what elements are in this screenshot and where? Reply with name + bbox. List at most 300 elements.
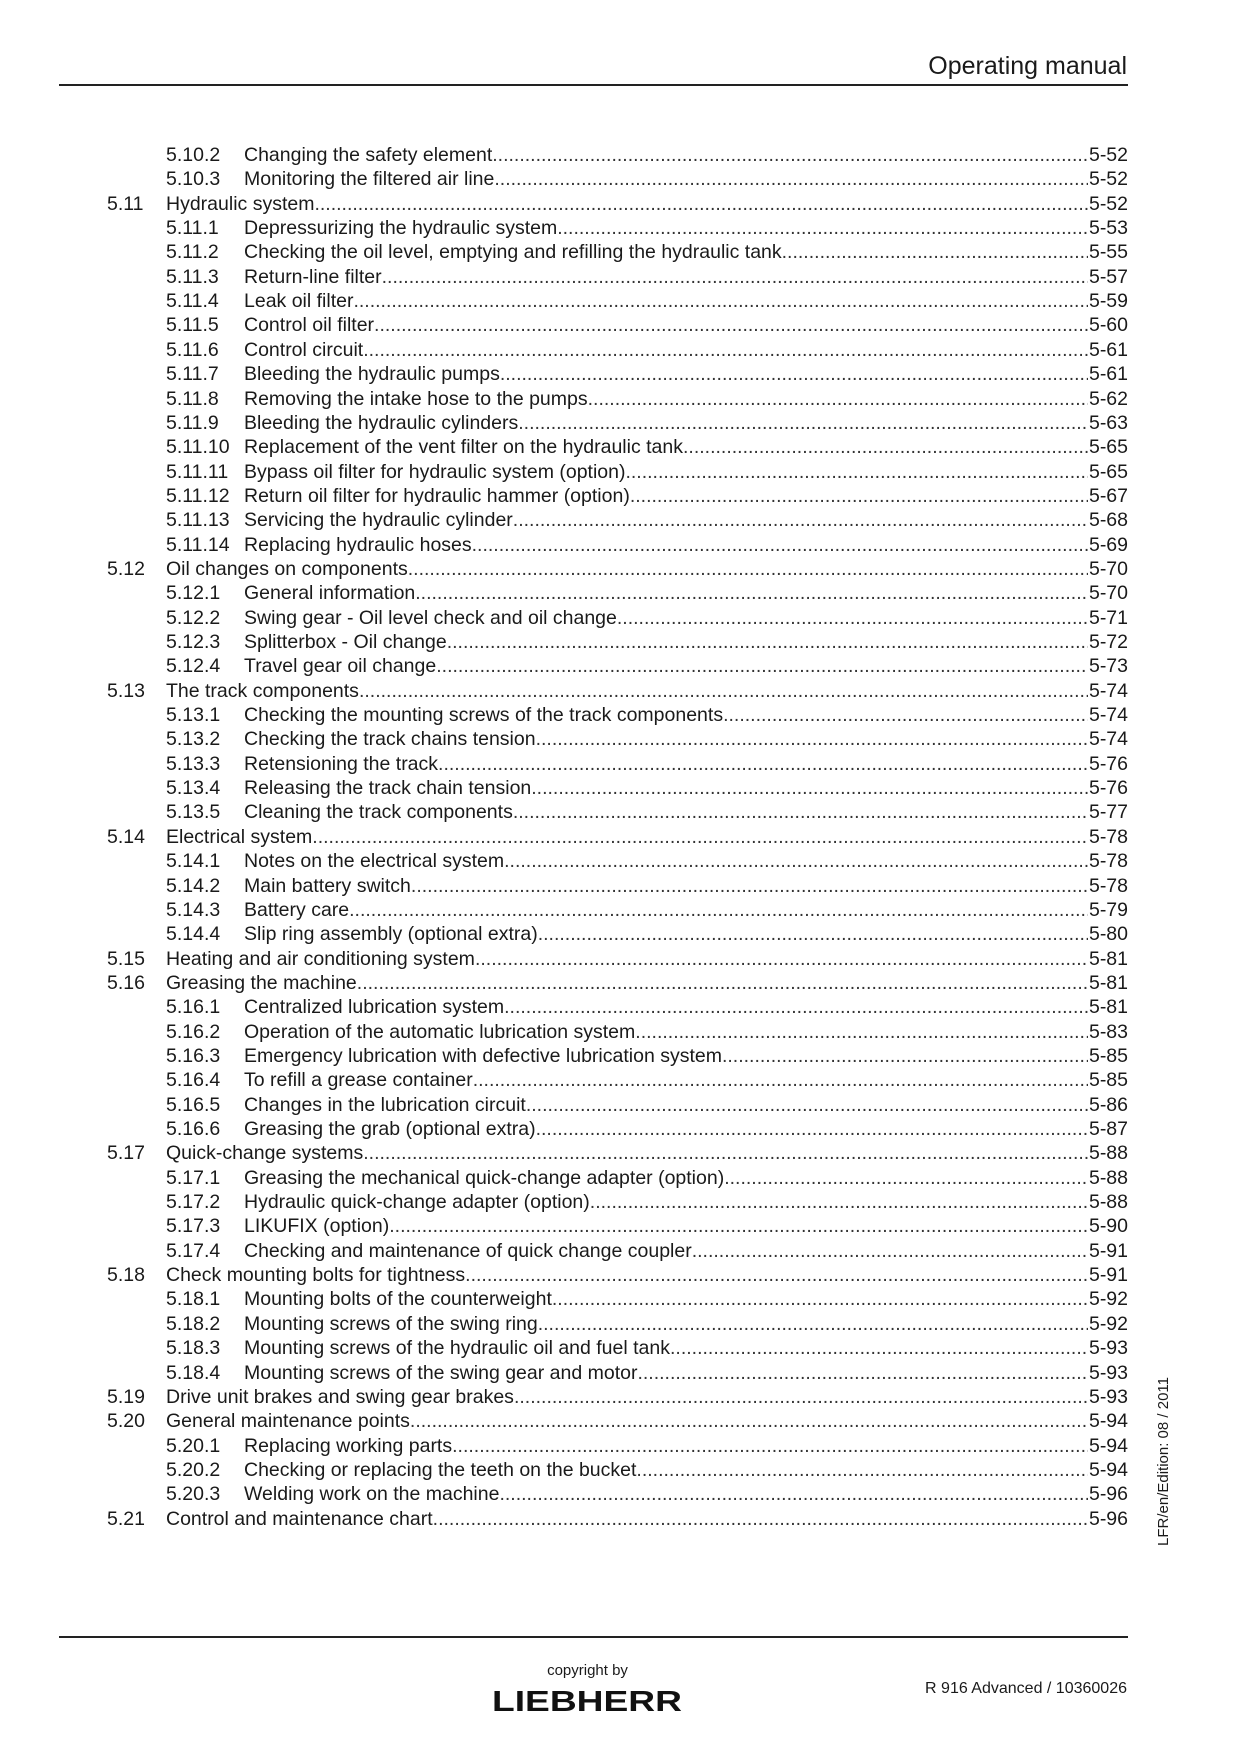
toc-entry-title-wrap (244, 1117, 1088, 1142)
toc-entry[interactable] (0, 192, 1240, 217)
toc-entry-page: 5-77 (1088, 801, 1128, 824)
toc-entry-title-wrap (244, 240, 1088, 265)
toc-entry-title: Electrical system (166, 825, 313, 848)
toc-entry-number: 5.13.3 (166, 752, 221, 775)
toc-entry[interactable] (0, 1093, 1240, 1118)
toc-entry-number: 5.20.2 (166, 1458, 221, 1481)
toc-entry-page: 5-70 (1088, 557, 1128, 580)
toc-entry-title: Removing the intake hose to the pumps (244, 387, 588, 410)
toc-dot-leader (447, 630, 1088, 655)
toc-entry-page: 5-94 (1088, 1410, 1128, 1433)
toc-entry-number: 5.11.9 (166, 411, 219, 434)
toc-dot-leader (552, 1287, 1088, 1312)
toc-dot-leader (538, 1312, 1088, 1337)
toc-dot-leader (473, 1068, 1088, 1093)
toc-entry-title-wrap (244, 1166, 1088, 1191)
edition-note: LFR/en/Edition: 08 / 2011 (1155, 1377, 1172, 1546)
toc-entry-page: 5-86 (1088, 1093, 1128, 1116)
toc-entry-title-wrap (166, 971, 1088, 996)
toc-entry[interactable] (0, 435, 1240, 460)
toc-entry-title-wrap (244, 508, 1088, 533)
toc-entry-title-wrap (244, 338, 1088, 363)
toc-entry-page: 5-92 (1088, 1312, 1128, 1335)
toc-dot-leader (452, 1434, 1088, 1459)
toc-entry-title-wrap (244, 1093, 1088, 1118)
toc-entry-title-wrap (244, 387, 1088, 412)
toc-dot-leader (408, 557, 1088, 582)
toc-entry-title: Checking the oil level, emptying and refilling the hydraulic tank (244, 241, 782, 264)
toc-entry[interactable] (0, 630, 1240, 655)
toc-entry[interactable] (0, 1385, 1240, 1410)
toc-entry-number: 5.18.2 (166, 1312, 221, 1335)
toc-entry[interactable] (0, 240, 1240, 265)
toc-entry-number: 5.11.6 (166, 338, 219, 361)
toc-entry-title: The track components (166, 679, 359, 702)
toc-entry-number: 5.16 (107, 971, 145, 994)
toc-entry-title: Depressurizing the hydraulic system (244, 217, 558, 240)
toc-entry[interactable] (0, 606, 1240, 631)
toc-entry[interactable] (0, 581, 1240, 606)
toc-entry[interactable] (0, 703, 1240, 728)
toc-dot-leader (353, 289, 1088, 314)
toc-entry-title-wrap (244, 776, 1088, 801)
toc-dot-leader (724, 1166, 1088, 1191)
toc-entry-page: 5-93 (1088, 1361, 1128, 1384)
toc-entry-title: Emergency lubrication with defective lubrication system (244, 1044, 722, 1067)
toc-entry-title: Bleeding the hydraulic pumps (244, 363, 500, 386)
toc-entry[interactable] (0, 216, 1240, 241)
toc-dot-leader (374, 313, 1088, 338)
toc-entry[interactable] (0, 1239, 1240, 1264)
toc-entry-page: 5-73 (1088, 655, 1128, 678)
toc-entry-page: 5-52 (1088, 192, 1128, 215)
toc-entry-title-wrap (244, 1214, 1088, 1239)
toc-entry-page: 5-76 (1088, 777, 1128, 800)
toc-entry[interactable] (0, 1312, 1240, 1337)
toc-entry-title-wrap (244, 727, 1088, 752)
toc-entry-page: 5-81 (1088, 971, 1128, 994)
toc-dot-leader (410, 1409, 1088, 1434)
toc-entry-title: Swing gear - Oil level check and oil change (244, 606, 617, 629)
toc-entry-title-wrap (244, 1190, 1088, 1215)
toc-entry-page: 5-68 (1088, 509, 1128, 532)
toc-dot-leader (500, 362, 1088, 387)
toc-entry-title-wrap (166, 1385, 1088, 1410)
toc-entry-title: Bypass oil filter for hydraulic system (option) (244, 460, 626, 483)
toc-entry-title: Battery care (244, 898, 350, 921)
toc-entry-number: 5.13 (107, 679, 145, 702)
toc-dot-leader (536, 1117, 1088, 1142)
toc-dot-leader (359, 679, 1088, 704)
toc-entry-page: 5-93 (1088, 1337, 1128, 1360)
toc-entry-number: 5.11.14 (166, 533, 230, 556)
toc-entry-title-wrap (244, 460, 1088, 485)
toc-entry-number: 5.13.1 (166, 704, 221, 727)
toc-entry-title-wrap (244, 922, 1088, 947)
toc-entry[interactable] (0, 557, 1240, 582)
toc-entry[interactable] (0, 508, 1240, 533)
toc-entry-page: 5-55 (1088, 241, 1128, 264)
toc-entry-page: 5-70 (1088, 582, 1128, 605)
toc-entry-page: 5-71 (1088, 606, 1128, 629)
toc-entry-page: 5-96 (1088, 1507, 1128, 1530)
toc-entry[interactable] (0, 654, 1240, 679)
toc-entry-number: 5.16.1 (166, 996, 221, 1019)
toc-entry[interactable] (0, 1287, 1240, 1312)
toc-entry-title: Retensioning the track (244, 752, 439, 775)
toc-entry-title: Control circuit (244, 338, 364, 361)
toc-entry-title: Checking the track chains tension (244, 728, 536, 751)
toc-entry-number: 5.12.1 (166, 582, 221, 605)
toc-entry-title: Oil changes on components (166, 557, 408, 580)
toc-entry-title: Heating and air conditioning system (166, 947, 475, 970)
toc-dot-leader (588, 387, 1088, 412)
toc-entry-number: 5.18.1 (166, 1288, 221, 1311)
toc-entry-page: 5-88 (1088, 1191, 1128, 1214)
toc-entry-number: 5.16.4 (166, 1069, 221, 1092)
toc-entry-page: 5-52 (1088, 144, 1128, 166)
toc-entry-title: Cleaning the track components (244, 801, 513, 824)
toc-dot-leader (557, 216, 1088, 241)
toc-entry-title: Greasing the mechanical quick-change adapter (option) (244, 1166, 725, 1189)
toc-entry-page: 5-74 (1088, 728, 1128, 751)
toc-entry-title-wrap (166, 825, 1088, 850)
toc-dot-leader (692, 1239, 1088, 1264)
toc-entry[interactable] (0, 1214, 1240, 1239)
toc-entry[interactable] (0, 1336, 1240, 1361)
toc-entry[interactable] (0, 533, 1240, 558)
toc-entry-title-wrap (244, 1287, 1088, 1312)
toc-entry[interactable] (0, 1166, 1240, 1191)
toc-entry-page: 5-63 (1088, 411, 1128, 434)
toc-entry-title-wrap (166, 947, 1088, 972)
toc-entry-number: 5.18 (107, 1264, 145, 1287)
toc-entry[interactable] (0, 849, 1240, 874)
toc-entry-title: Replacing working parts (244, 1434, 453, 1457)
toc-entry-number: 5.11.10 (166, 436, 230, 459)
toc-entry-title: Operation of the automatic lubrication system (244, 1020, 636, 1043)
toc-entry-page: 5-74 (1088, 704, 1128, 727)
toc-entry[interactable] (0, 1409, 1240, 1434)
toc-dot-leader (411, 874, 1088, 899)
toc-entry-title: LIKUFIX (option) (244, 1215, 390, 1238)
toc-entry[interactable] (0, 752, 1240, 777)
toc-entry-title-wrap (244, 1361, 1088, 1386)
toc-dot-leader (617, 606, 1088, 631)
toc-entry-page: 5-69 (1088, 533, 1128, 556)
toc-entry[interactable] (0, 1482, 1240, 1507)
toc-dot-leader (363, 338, 1088, 363)
toc-entry[interactable] (0, 460, 1240, 485)
toc-entry-title: Travel gear oil change (244, 655, 437, 678)
toc-entry-title: Drive unit brakes and swing gear brakes (166, 1385, 514, 1408)
toc-dot-leader (637, 1361, 1088, 1386)
toc-dot-leader (518, 411, 1088, 436)
toc-entry-title: Slip ring assembly (optional extra) (244, 923, 538, 946)
toc-entry[interactable] (0, 1190, 1240, 1215)
toc-entry[interactable] (0, 1044, 1240, 1069)
toc-entry[interactable] (0, 289, 1240, 314)
toc-entry-number: 5.11.12 (166, 484, 230, 507)
toc-entry[interactable] (0, 411, 1240, 436)
toc-entry-title: Mounting screws of the swing ring (244, 1312, 538, 1335)
toc-entry-title: Greasing the machine (166, 971, 357, 994)
footer-divider (59, 1636, 1128, 1638)
toc-entry-number: 5.12 (107, 557, 145, 580)
toc-entry-title-wrap (244, 752, 1088, 777)
toc-dot-leader (683, 435, 1088, 460)
toc-entry[interactable] (0, 313, 1240, 338)
toc-dot-leader (625, 460, 1088, 485)
toc-dot-leader (513, 508, 1088, 533)
toc-dot-leader (499, 1482, 1088, 1507)
toc-dot-leader (349, 898, 1088, 923)
toc-entry-title: Return oil filter for hydraulic hammer (option) (244, 484, 630, 507)
toc-entry[interactable] (0, 727, 1240, 752)
toc-entry[interactable] (0, 1117, 1240, 1142)
toc-entry[interactable] (0, 387, 1240, 412)
toc-dot-leader (363, 1141, 1088, 1166)
toc-entry-number: 5.14 (107, 825, 145, 848)
toc-entry-page: 5-60 (1088, 314, 1128, 337)
toc-entry-page: 5-83 (1088, 1020, 1128, 1043)
toc-dot-leader (504, 849, 1088, 874)
toc-entry[interactable] (0, 1434, 1240, 1459)
model-number: R 916 Advanced / 10360026 (925, 1680, 1127, 1697)
toc-entry-title: Mounting screws of the swing gear and motor (244, 1361, 638, 1384)
toc-entry-number: 5.11.11 (166, 460, 229, 483)
toc-entry-title: Greasing the grab (optional extra) (244, 1118, 536, 1140)
toc-entry[interactable] (0, 995, 1240, 1020)
toc-dot-leader (635, 1020, 1088, 1045)
toc-entry-title: Centralized lubrication system (244, 996, 505, 1019)
toc-dot-leader (514, 1385, 1088, 1410)
toc-dot-leader (531, 776, 1088, 801)
toc-entry[interactable] (0, 143, 1240, 168)
toc-entry[interactable] (0, 874, 1240, 899)
toc-dot-leader (492, 143, 1088, 168)
toc-entry-page: 5-78 (1088, 825, 1128, 848)
toc-entry[interactable] (0, 1361, 1240, 1386)
toc-entry-number: 5.11.4 (166, 290, 219, 313)
toc-entry[interactable] (0, 338, 1240, 363)
toc-entry-title-wrap (244, 313, 1088, 338)
toc-entry[interactable] (0, 265, 1240, 290)
toc-entry[interactable] (0, 1068, 1240, 1093)
toc-entry-title-wrap (244, 898, 1088, 923)
toc-entry-number: 5.11.5 (166, 314, 219, 337)
toc-entry[interactable] (0, 167, 1240, 192)
toc-entry[interactable] (0, 1141, 1240, 1166)
toc-entry-title-wrap (166, 192, 1088, 217)
toc-entry-title: Splitterbox - Oil change (244, 631, 447, 653)
toc-dot-leader (536, 727, 1088, 752)
toc-entry-number: 5.13.5 (166, 801, 221, 824)
toc-dot-leader (438, 752, 1088, 777)
copyright-text: copyright by (547, 1662, 628, 1679)
toc-dot-leader (590, 1190, 1088, 1215)
toc-entry[interactable] (0, 1020, 1240, 1045)
toc-entry-title-wrap (244, 167, 1088, 192)
page-title: Operating manual (928, 52, 1127, 80)
toc-entry[interactable] (0, 484, 1240, 509)
toc-entry-number: 5.16.2 (166, 1020, 221, 1043)
toc-entry-title: General maintenance points (166, 1410, 410, 1433)
toc-entry-title-wrap (244, 362, 1088, 387)
toc-entry-title-wrap (244, 143, 1088, 168)
toc-entry-page: 5-91 (1088, 1239, 1128, 1262)
toc-entry-page: 5-85 (1088, 1069, 1128, 1092)
toc-entry-title-wrap (166, 1409, 1088, 1434)
toc-entry-number: 5.19 (107, 1385, 145, 1408)
toc-entry-title: Hydraulic quick-change adapter (option) (244, 1191, 590, 1214)
toc-entry-title: Quick-change systems (166, 1142, 364, 1165)
toc-dot-leader (465, 1263, 1088, 1288)
toc-entry-page: 5-80 (1088, 923, 1128, 946)
toc-entry-page: 5-81 (1088, 996, 1128, 1019)
toc-entry-number: 5.15 (107, 947, 145, 970)
toc-entry-page: 5-92 (1088, 1288, 1128, 1311)
toc-entry-page: 5-62 (1088, 387, 1128, 410)
toc-entry-page: 5-87 (1088, 1118, 1128, 1140)
toc-dot-leader (389, 1214, 1088, 1239)
toc-entry-page: 5-67 (1088, 484, 1128, 507)
toc-entry-page: 5-78 (1088, 850, 1128, 873)
toc-entry-title-wrap (244, 581, 1088, 606)
toc-entry-number: 5.17.3 (166, 1215, 221, 1238)
toc-entry-page: 5-94 (1088, 1434, 1128, 1457)
toc-entry-page: 5-76 (1088, 752, 1128, 775)
toc-entry-title-wrap (166, 679, 1088, 704)
toc-entry[interactable] (0, 679, 1240, 704)
toc-entry-number: 5.14.2 (166, 874, 221, 897)
toc-entry-number: 5.17.1 (166, 1166, 221, 1189)
toc-entry-title: Releasing the track chain tension (244, 777, 532, 800)
toc-entry-title-wrap (244, 606, 1088, 631)
toc-dot-leader (357, 971, 1088, 996)
toc-dot-leader (630, 484, 1088, 509)
toc-entry-number: 5.20 (107, 1410, 145, 1433)
toc-entry-number: 5.11.8 (166, 387, 219, 410)
toc-dot-leader (513, 800, 1088, 825)
toc-entry-title: Changes in the lubrication circuit (244, 1093, 526, 1116)
toc-entry-title-wrap (166, 1507, 1088, 1532)
toc-dot-leader (670, 1336, 1088, 1361)
toc-entry-title: Check mounting bolts for tightness (166, 1264, 466, 1287)
toc-entry-title-wrap (244, 800, 1088, 825)
toc-entry-title-wrap (244, 1312, 1088, 1337)
toc-entry-number: 5.14.1 (166, 850, 221, 873)
toc-entry-number: 5.21 (107, 1507, 145, 1530)
toc-entry-title: Hydraulic system (166, 192, 315, 215)
toc-entry-page: 5-91 (1088, 1264, 1128, 1287)
toc-entry-title-wrap (244, 1458, 1088, 1483)
toc-entry[interactable] (0, 1263, 1240, 1288)
toc-entry-title: Control and maintenance chart (166, 1507, 433, 1530)
toc-entry-page: 5-81 (1088, 947, 1128, 970)
toc-entry-title-wrap (244, 995, 1088, 1020)
toc-dot-leader (433, 1507, 1088, 1532)
toc-entry-title: Replacement of the vent filter on the hydraulic tank (244, 436, 683, 459)
toc-dot-leader (436, 654, 1088, 679)
toc-entry-title-wrap (244, 1434, 1088, 1459)
toc-entry-page: 5-65 (1088, 460, 1128, 483)
toc-entry-page: 5-52 (1088, 168, 1128, 191)
toc-entry-title-wrap (166, 557, 1088, 582)
toc-entry-number: 5.10.2 (166, 144, 221, 166)
toc-entry[interactable] (0, 1458, 1240, 1483)
toc-dot-leader (382, 265, 1088, 290)
toc-entry-number: 5.17.4 (166, 1239, 221, 1262)
toc-entry-number: 5.11.3 (166, 265, 219, 288)
toc-entry-number: 5.16.3 (166, 1044, 221, 1067)
toc-entry-page: 5-61 (1088, 338, 1128, 361)
toc-entry-title: Main battery switch (244, 874, 411, 897)
toc-entry-title: Leak oil filter (244, 290, 354, 313)
toc-entry[interactable] (0, 971, 1240, 996)
toc-dot-leader (475, 947, 1088, 972)
toc-entry-title: Servicing the hydraulic cylinder (244, 509, 513, 532)
toc-entry-title: Notes on the electrical system (244, 850, 505, 873)
toc-entry-title-wrap (244, 411, 1088, 436)
toc-entry-number: 5.20.3 (166, 1483, 221, 1506)
header-divider (59, 84, 1128, 86)
toc-entry-number: 5.18.4 (166, 1361, 221, 1384)
toc-entry[interactable] (0, 947, 1240, 972)
toc-entry-title: Checking and maintenance of quick change coupler (244, 1239, 692, 1262)
toc-entry-title-wrap (244, 265, 1088, 290)
toc-entry-number: 5.12.3 (166, 631, 221, 653)
toc-entry-number: 5.20.1 (166, 1434, 221, 1457)
toc-entry-title: Mounting screws of the hydraulic oil and fuel tank (244, 1337, 670, 1360)
toc-entry-page: 5-57 (1088, 265, 1128, 288)
toc-entry-title: To refill a grease container (244, 1069, 473, 1092)
toc-entry-title-wrap (244, 1068, 1088, 1093)
toc-entry-title-wrap (244, 1239, 1088, 1264)
toc-entry-number: 5.10.3 (166, 168, 221, 191)
toc-entry[interactable] (0, 800, 1240, 825)
toc-dot-leader (494, 167, 1088, 192)
toc-entry-title-wrap (166, 1141, 1088, 1166)
toc-entry-title: Replacing hydraulic hoses (244, 533, 472, 556)
toc-entry-title-wrap (244, 1482, 1088, 1507)
toc-entry[interactable] (0, 898, 1240, 923)
toc-dot-leader (636, 1458, 1088, 1483)
toc-entry[interactable] (0, 922, 1240, 947)
toc-entry-page: 5-59 (1088, 290, 1128, 313)
toc-entry[interactable] (0, 776, 1240, 801)
toc-entry-title-wrap (244, 849, 1088, 874)
toc-entry-title: Mounting bolts of the counterweight (244, 1288, 552, 1311)
toc-entry-title: Welding work on the machine (244, 1483, 500, 1506)
toc-entry-number: 5.16.5 (166, 1093, 221, 1116)
toc-entry-page: 5-78 (1088, 874, 1128, 897)
liebherr-logo (490, 1686, 685, 1714)
toc-entry-page: 5-88 (1088, 1166, 1128, 1189)
toc-entry-page: 5-93 (1088, 1385, 1128, 1408)
toc-entry-number: 5.18.3 (166, 1337, 221, 1360)
toc-entry-title: Changing the safety element (244, 144, 493, 166)
toc-entry-title-wrap (244, 1336, 1088, 1361)
toc-entry[interactable] (0, 362, 1240, 387)
toc-entry-page: 5-90 (1088, 1215, 1128, 1238)
toc-entry-page: 5-72 (1088, 631, 1128, 653)
toc-entry[interactable] (0, 1507, 1240, 1532)
toc-entry-number: 5.17 (107, 1142, 145, 1165)
toc-entry-title-wrap (244, 703, 1088, 728)
toc-entry-page: 5-85 (1088, 1044, 1128, 1067)
toc-entry[interactable] (0, 825, 1240, 850)
